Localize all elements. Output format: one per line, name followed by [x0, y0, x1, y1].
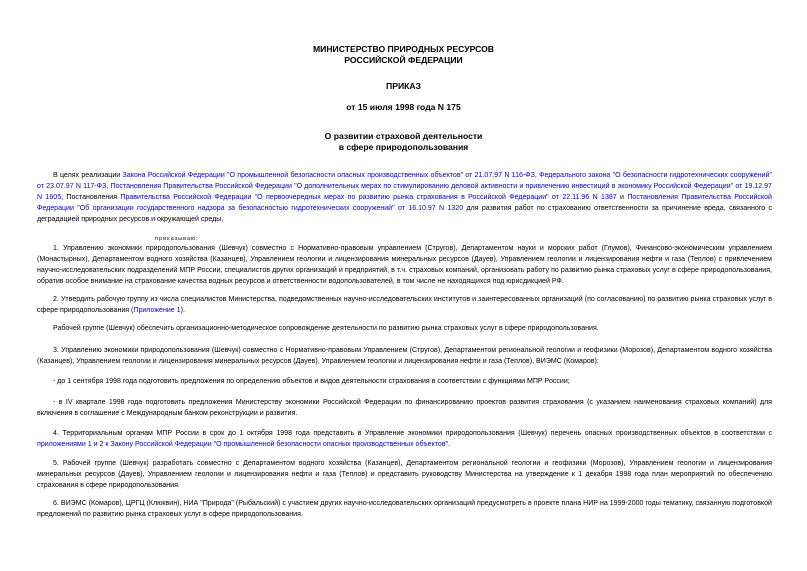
link-decree-1387[interactable]: Правительства Российской Федерации "О первоочередных мерах по развитию рынка страхования в Российской Федерации" от 22.11.96 N 1387 [120, 194, 617, 201]
preamble-text: , [534, 172, 540, 179]
paragraph-3b: - в IV квартале 1998 года подготовить предложения Министерству экономики Российской Федерации по финансированию проектов развития страхования (с указанием наименования страховых компаний) для включения в соглашение с Международным банком реконструкции и развития. [37, 399, 772, 417]
paragraph-3a: - до 1 сентября 1998 года подготовить предложения по определению объектов и видов деятельности страхования в соответствии с функциями МПР России; [53, 378, 570, 385]
ministry-name-line1: МИНИСТЕРСТВО ПРИРОДНЫХ РЕСУРСОВ [313, 44, 494, 54]
ministry-name-line2: РОССИЙСКОЙ ФЕДЕРАЦИИ [344, 55, 463, 65]
link-law-117fz[interactable]: Федерального закона "О безопасности гидротехнических сооружений" от 23.07.97 N 117-ФЗ [37, 172, 772, 190]
preamble-paragraph [37, 170, 772, 225]
link-law-appendices[interactable]: приложениями 1 и 2 к Закону Российской Федерации "О промышленной безопасности опасных производственных объектов" [37, 441, 449, 448]
link-decree-1605[interactable]: Постановления Правительства Российской Федерации "О дополнительных мерах по стимулированию деловой активности и привлечению инвестиций в экономику Российской Федерации" от 19.12.97 N 1605 [37, 183, 772, 201]
paragraph-4: 4. Территориальным органам МПР России в срок до 1 октября 1998 года представить в Управление экономики природопользования (Шевчук) перечень опасных производственных объектов в соответствии с приложениями 1 и 2 к Закону Российской Федерации "О промышленной безопасности опасных производственных объектов". [37, 430, 772, 448]
preamble-text: , [106, 183, 111, 190]
paragraph-1: 1. Управлению экономики природопользования (Шевчук) совместно с Нормативно-правовым управлением (Стругов), Департаментом науки и морских работ (Глумов), Финансово-экономическим управлением (Монастырных), Департаментом водного хозяйства (Казанцев), Управлением геологии и лицензирования минеральных ресурсов (Дауев), Управлением геологии и лицензирования нефти и газа (Теплов) с привлечением научно-исследовательских подразделений МПР России, специалистов других организаций и предприятий, в т.ч. страховых компаний, организовать работу по развитию рынка страховых услуг в сфере природопользования, обратив особое внимание на страхование качества водных ресурсов и ответственности водопользователей, в том числе не находящихся под юрисдикцией РФ. [37, 245, 772, 285]
paragraph-2b: Рабочей группе (Шевчук) обеспечить организационно-методическое сопровождение деятельности по развитию рынка страховых услуг в сфере природопользования. [53, 325, 599, 332]
order-word: приказываю: [155, 236, 199, 242]
preamble-text: , Постановления [61, 194, 121, 201]
preamble-text: для развития работ по страхованию ответственности за причинение вреда, связанного с деградацией природных ресурсов и окружающей среды, [37, 205, 772, 223]
paragraph-3: 3. Управлению экономики природопользования (Шевчук) совместно с Нормативно-правовым Управлением (Стругов), Департаментом региональной геологии и геофизики (Морозов), Департаментом водного хозяйства (Казанцев), Управлением геологии и лицензирования минеральных ресурсов (Дауев), Управлением геологии и лицензирования нефти и газа (Теплов), ВИЭМС (Комаров): [37, 347, 772, 365]
document-type: ПРИКАЗ [386, 81, 421, 91]
preamble-text: и [616, 194, 628, 201]
link-appendix-1[interactable]: Приложение 1 [133, 307, 181, 314]
paragraph-6: 6. ВИЭМС (Комаров), ЦРГЦ (Клюквин), НИА "Природа" (Рыбальский) с участием других научно-исследовательских организаций предусмотреть в проекте плана НИР на 1999-2000 годы тематику, связанную подготовкой предложений по развитию рынка страховых услуг в сфере природопользования. [37, 500, 772, 518]
paragraph-2: 2. Утвердить рабочую группу из числа специалистов Министерства, подведомственных научно-исследовательских институтов и заинтересованных организаций (по согласованию) по развитию рынка страховых услуг в сфере природопользования (Приложение 1). [37, 296, 772, 314]
link-decree-1320[interactable]: Постановления Правительства Российской Федерации "Об организации государственного надзора за безопасностью гидротехнических сооружений" от 16.10.97 N 1320 [37, 194, 772, 212]
document-subject-line1: О развитии страховой деятельности [324, 131, 483, 141]
preamble-text: В целях реализации [53, 172, 123, 179]
paragraph-5: 5. Рабочей группе (Шевчук) разработать совместно с Департаментом водного хозяйства (Казанцев), Департаментом региональной геологии и геофизики (Морозов), Управлением геологии и лицензирования минеральных ресурсов (Дауев), Управлением геологии и лицензирования нефти и газа (Теплов) и представить руководству Министерства на утверждение к 1 декабря 1998 года план мероприятий по обеспечению страхования в сфере природопользования. [37, 460, 772, 489]
document-date: от 15 июля 1998 года N 175 [346, 102, 461, 112]
document-subject-line2: в сфере природопользования [338, 142, 469, 152]
link-law-116fz[interactable]: Закона Российской Федерации "О промышленной безопасности опасных производственных объектов" от 21.07.97 N 116-ФЗ [122, 172, 535, 179]
